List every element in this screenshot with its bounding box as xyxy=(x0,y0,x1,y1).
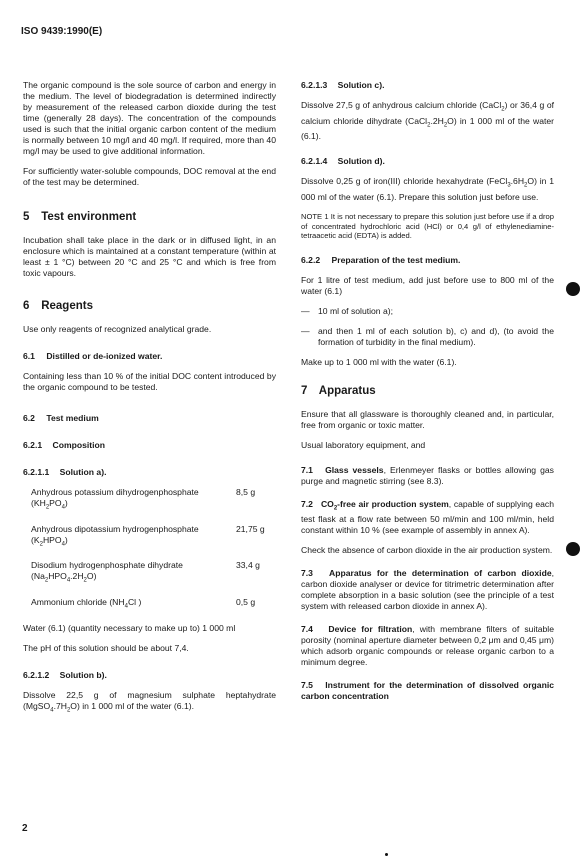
section-5-heading xyxy=(23,212,276,223)
section-number: 6.2.1 xyxy=(23,440,43,450)
section-7-2-paragraph xyxy=(301,499,554,537)
water-makeup-paragraph: Water (6.1) (quantity necessary to make up to) 1 000 ml xyxy=(23,622,236,633)
section-7-5-paragraph xyxy=(301,680,554,702)
makeup-paragraph: Make up to 1 000 ml with the water (6.1). xyxy=(301,356,457,367)
solution-c-paragraph: Dissolve 27,5 g of anhydrous calcium chloride (CaCl$_2$) or 36,4 g of calcium chloride dihydrate $(CaCl_2.2H_2O)$ in 1 000 ml of the water (6.1). xyxy=(301,100,554,142)
equipment-paragraph: Usual laboratory equipment, and xyxy=(301,439,426,450)
item-title: Instrument for the determination of dissolved organic carbon concentration xyxy=(301,680,554,702)
dash-text: 10 ml of solution a); xyxy=(318,305,393,316)
item-text: , with membrane filters of suitable porosity (nominal aperture diameter between 0,2 μm and 0,45 μm) which adsorb organic compounds or release organic carbon to a minimum degree. xyxy=(301,624,554,668)
section-6-2-1-4-heading xyxy=(301,156,554,167)
section-number: 7.2 xyxy=(301,498,313,509)
document-header: ISO 9439:1990(E) xyxy=(21,26,103,37)
section-title: Composition xyxy=(52,440,106,450)
reagent-row xyxy=(23,487,276,524)
section-number: 5 xyxy=(23,211,30,223)
section-number: 6.2.2 xyxy=(301,254,321,265)
reagent-name: Anhydrous potassium dihydrogenphosphate $(KH_2PO_4)$ xyxy=(31,487,199,511)
section-title: Solution a). xyxy=(59,467,107,477)
reagent-name: Ammonium chloride ($NH_4Cl$ ) xyxy=(31,597,142,610)
ph-paragraph: The pH of this solution should be about 7,4. xyxy=(23,642,189,653)
dash-text: and then 1 ml of each solution b), c) and d), (to avoid the formation of turbidity in the final medium). xyxy=(318,325,554,347)
air-check-paragraph: Check the absence of carbon dioxide in the air production system. xyxy=(301,545,553,556)
section-7-1-paragraph xyxy=(301,465,554,487)
note-1: NOTE 1 It is not necessary to prepare this solution just before use if a drop of concentrated hydrochloric acid (HCl) or 0,4 g/l of ethylenediamine-tetraacetic acid (EDTA) is added. xyxy=(301,212,554,241)
item-title: Glass vessels xyxy=(325,464,384,475)
item-text: , Erlenmeyer flasks or bottles allowing gas purge and magnetic stirring (see 8.3). xyxy=(301,464,554,486)
section-title: Solution c). xyxy=(337,80,385,90)
water-paragraph: Containing less than 10 % of the initial DOC content introduced by the organic compound to be tested. xyxy=(23,371,276,392)
section-6-2-2-heading xyxy=(301,255,554,266)
left-column xyxy=(23,80,276,726)
reagent-row xyxy=(23,524,276,561)
reagent-row xyxy=(23,560,276,597)
section-7-4-paragraph xyxy=(301,624,554,668)
section-6-2-1-heading xyxy=(23,440,276,451)
section-title: Reagents xyxy=(41,300,93,312)
test-environment-paragraph: Incubation shall take place in the dark or in diffused light, in an enclosure which is maintained at a constant temperature (within at least ± 1 °C) between 20 °C and 25 °C and which is free from toxic vapours. xyxy=(23,235,276,278)
section-number: 6.2 xyxy=(23,413,35,423)
section-title: Test medium xyxy=(46,413,99,423)
item-text: , capable of supplying each test flask at a flow rate between 50 ml/min and 100 ml/min, held constant within 10 % (see example of assembly in annex A). xyxy=(301,498,555,536)
section-6-2-1-1-heading xyxy=(23,467,276,478)
section-number: 6.2.1.2 xyxy=(23,669,50,680)
section-6-heading xyxy=(23,301,276,312)
right-column xyxy=(301,80,554,711)
reagent-table xyxy=(23,487,276,617)
margin-bullet-marker xyxy=(566,542,580,556)
glassware-paragraph: Ensure that all glassware is thoroughly cleaned and, in particular, free from organic or toxic matter. xyxy=(301,408,554,430)
section-7-heading xyxy=(301,386,554,397)
reagent-amount: 21,75 g xyxy=(236,523,265,534)
item-title: $CO_2$-free air production system xyxy=(320,498,449,512)
reagent-name: Anhydrous dipotassium hydrogenphosphate $(K_2HPO_4)$ xyxy=(31,523,199,548)
reagents-paragraph: Use only reagents of recognized analytical grade. xyxy=(23,324,212,334)
margin-bullet-marker xyxy=(566,282,580,296)
section-title: Preparation of the test medium. xyxy=(331,254,461,265)
dash-list-item xyxy=(301,306,554,317)
section-number: 6.1 xyxy=(23,351,35,361)
intro-paragraph: The organic compound is the sole source of carbon and energy in the medium. The level of biodegradation is determined indirectly by measurement of the released carbon dioxide during the test time (generally 28 days). The concentration of the compounds used is such that the initial organic carbon content of the medium is normally between 10 mg/l and 40 mg/l. If required, more than 40 mg/l may be used to give additional information. xyxy=(23,80,276,156)
section-number: 7.5 xyxy=(301,680,313,691)
preparation-paragraph: For 1 litre of test medium, add just before use to 800 ml of the water (6.1) xyxy=(301,274,554,296)
reagent-row xyxy=(23,597,276,617)
section-7-3-paragraph xyxy=(301,568,554,612)
reagent-amount: 8,5 g xyxy=(236,487,256,497)
section-number: 7.4 xyxy=(301,624,313,635)
dash-marker: — xyxy=(301,325,310,336)
scan-dot xyxy=(385,853,388,856)
section-number: 7.3 xyxy=(301,568,313,579)
dash-list-item xyxy=(301,326,554,348)
reagent-name: Disodium hydrogenphosphate dihydrate $(Na_2HPO_4.2H_2O)$ xyxy=(31,560,183,585)
section-6-2-heading xyxy=(23,413,276,424)
reagent-amount: 33,4 g xyxy=(236,560,260,571)
section-6-2-1-3-heading xyxy=(301,80,554,91)
section-title: Solution b). xyxy=(59,669,107,680)
section-number: 7.1 xyxy=(301,464,313,475)
section-number: 6.2.1.3 xyxy=(301,80,328,90)
section-6-2-1-2-heading xyxy=(23,670,276,681)
item-title: Device for filtration xyxy=(328,624,413,635)
section-number: 6.2.1.4 xyxy=(301,156,328,167)
section-title: Solution d). xyxy=(337,156,385,167)
reagent-amount: 0,5 g xyxy=(236,597,256,608)
page-number: 2 xyxy=(22,823,28,834)
solution-b-paragraph: Dissolve 22,5 g of magnesium sulphate heptahydrate $(MgSO_4.7H_2O)$ in 1 000 ml of the water (6.1). xyxy=(23,689,276,714)
solution-d-paragraph: Dissolve 0,25 g of iron(III) chloride hexahydrate $(FeCl_3.6H_2O)$ in 1 000 ml of the water (6.1). Prepare this solution just before use. xyxy=(301,176,554,203)
item-text: , carbon dioxide analyser or device for titrimetric determination after complete absorption in a basic solution (see the principle of a test system with released carbon dioxide in annex A). xyxy=(301,568,554,612)
item-title: Apparatus for the determination of carbon dioxide xyxy=(329,568,552,579)
section-title: Test environment xyxy=(41,211,137,223)
section-number: 7 xyxy=(301,384,308,397)
dash-marker: — xyxy=(301,305,310,316)
section-number: 6 xyxy=(23,300,30,312)
section-title: Distilled or de-ionized water. xyxy=(46,351,163,361)
section-number: 6.2.1.1 xyxy=(23,467,50,477)
doc-removal-paragraph: For sufficiently water-soluble compounds, DOC removal at the end of the test may be determined. xyxy=(23,166,276,187)
section-title: Apparatus xyxy=(318,384,376,397)
section-6-1-heading xyxy=(23,351,276,362)
